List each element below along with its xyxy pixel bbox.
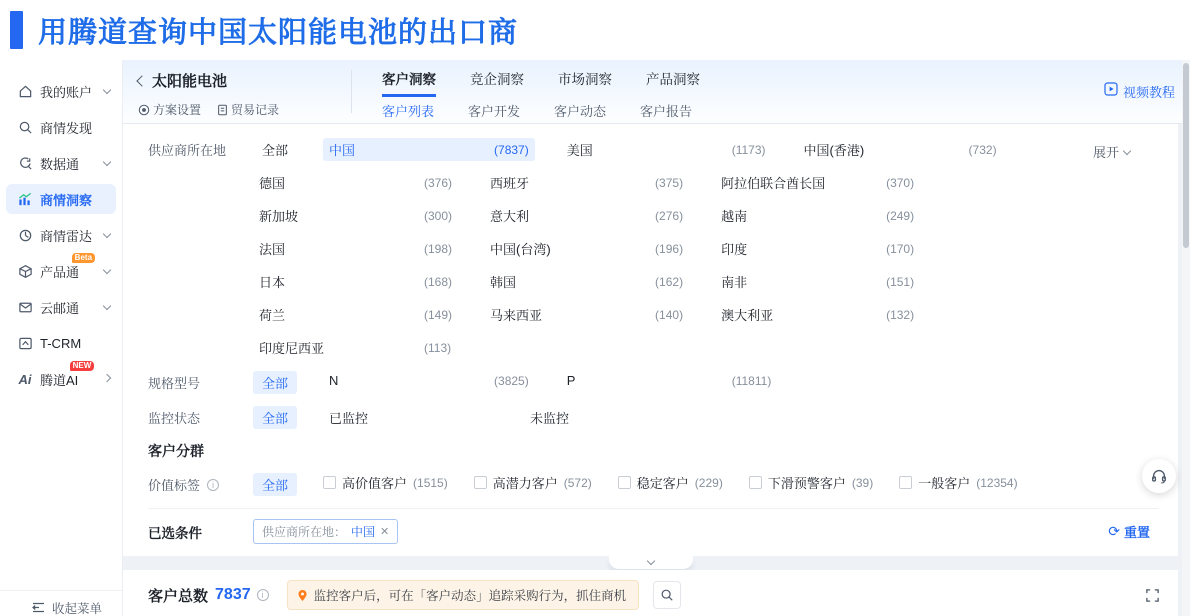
- title-band: [0, 0, 1190, 60]
- filter-panel: [123, 124, 1178, 556]
- location-option[interactable]: 意大利 ( 276 ): [484, 204, 689, 227]
- video-play-icon: [1104, 82, 1118, 96]
- beta-badge: Beta: [72, 253, 95, 264]
- customer-group-title: 客户分群: [148, 443, 204, 459]
- search-icon: [17, 119, 33, 135]
- filter-label-spec: 规格型号: [148, 376, 201, 391]
- subtab-customer-develop[interactable]: 客户开发: [468, 104, 521, 119]
- chevron-down-icon: [103, 265, 111, 273]
- data-search-icon: [17, 155, 33, 171]
- filter-label-value-tag: 价值标签 i: [148, 473, 253, 494]
- value-tag-option-all[interactable]: 全部: [253, 473, 297, 496]
- sidebar-item-label: 产品通 Beta: [40, 262, 79, 281]
- collapse-menu-icon: [30, 599, 46, 615]
- location-option[interactable]: 南非 ( 151 ): [715, 270, 920, 293]
- sidebar-item-insight[interactable]: [6, 184, 116, 214]
- chart-icon: [17, 191, 33, 207]
- radar-icon: [17, 227, 33, 243]
- location-option[interactable]: 越南 ( 249 ): [715, 204, 920, 227]
- page-scrollbar[interactable]: [1182, 60, 1190, 616]
- location-option[interactable]: 印度尼西亚 ( 113 ): [253, 336, 457, 359]
- collapse-filters-button[interactable]: [609, 556, 693, 569]
- total-label: 客户总数: [148, 587, 209, 605]
- monitor-option-all[interactable]: 全部: [253, 406, 297, 429]
- value-tag-option[interactable]: 下滑预警客户 ( 39 ): [749, 473, 873, 492]
- total-count: 7837: [215, 586, 251, 603]
- chevron-right-icon: [103, 373, 111, 381]
- location-option[interactable]: 日本 ( 168 ): [253, 270, 458, 293]
- filter-label-monitor: 监控状态: [148, 411, 201, 426]
- support-floating-button[interactable]: [1142, 459, 1176, 493]
- main-content: [123, 60, 1190, 616]
- location-option[interactable]: 荷兰 ( 149 ): [253, 303, 458, 326]
- fullscreen-button[interactable]: [1145, 588, 1160, 603]
- document-icon: [217, 104, 228, 116]
- subtab-customer-list[interactable]: 客户列表: [382, 101, 434, 126]
- pin-icon: [297, 589, 308, 602]
- tab-product-insight[interactable]: 产品洞察: [646, 72, 700, 87]
- location-option[interactable]: 美国 ( 1173 ): [561, 138, 772, 161]
- tab-customer-insight[interactable]: 客户洞察: [382, 68, 436, 97]
- monitor-option[interactable]: 未监控: [530, 411, 570, 426]
- sidebar-item-data-hub[interactable]: [6, 148, 116, 178]
- chevron-down-icon: [646, 557, 654, 565]
- checkbox[interactable]: [899, 476, 912, 489]
- scrollbar-thumb[interactable]: [1183, 63, 1189, 248]
- spec-option[interactable]: N ( 3825 ): [323, 371, 535, 390]
- search-icon: [660, 588, 674, 602]
- chevron-down-icon: [103, 301, 111, 309]
- info-icon: [257, 589, 269, 601]
- tab-market-insight[interactable]: 市场洞察: [558, 72, 612, 87]
- sidebar-item-label: 我的账户: [40, 84, 93, 100]
- location-option[interactable]: 新加坡 ( 300 ): [253, 204, 458, 227]
- location-option[interactable]: 法国 ( 198 ): [253, 237, 458, 260]
- sidebar-item-radar[interactable]: [6, 220, 116, 250]
- location-option[interactable]: 中国(香港) ( 732 ): [798, 138, 1003, 161]
- info-icon: [207, 479, 219, 491]
- filter-label-location: 供应商所在地: [148, 143, 227, 158]
- content-header: [123, 60, 1190, 124]
- subtab-customer-activity[interactable]: 客户动态: [554, 104, 607, 119]
- collapse-menu-label: 收起菜单: [52, 602, 103, 616]
- sidebar-item-label: 商情雷达: [40, 228, 93, 244]
- collapse-menu-button[interactable]: [0, 590, 122, 616]
- mail-icon: [17, 299, 33, 315]
- sidebar-item-my-account[interactable]: [6, 76, 116, 106]
- value-tag-option[interactable]: 稳定客户 ( 229 ): [618, 473, 723, 492]
- remove-condition-icon[interactable]: [380, 525, 389, 538]
- fullscreen-icon: [1145, 588, 1160, 603]
- checkbox[interactable]: [323, 476, 336, 489]
- location-option[interactable]: 阿拉伯联合酋长国 ( 370 ): [715, 171, 920, 194]
- sidebar-item-label: 商情发现: [40, 120, 93, 136]
- sidebar-item-label: 商情洞察: [40, 192, 93, 208]
- spec-option[interactable]: P ( 11811 ): [561, 371, 778, 390]
- location-option-all[interactable]: 全部: [262, 143, 289, 158]
- sidebar: [0, 60, 123, 616]
- checkbox[interactable]: [618, 476, 631, 489]
- results-panel: [123, 570, 1178, 616]
- expand-button[interactable]: 展开: [1093, 142, 1130, 161]
- chevron-down-icon: [1123, 146, 1131, 154]
- video-tutorial-button[interactable]: 视频教程: [1104, 82, 1175, 123]
- tab-competitor-insight[interactable]: 竞企洞察: [470, 72, 524, 87]
- title-accent-bar: [10, 11, 23, 49]
- headset-icon: [1150, 467, 1168, 485]
- trade-records-button[interactable]: 贸易记录: [217, 101, 279, 118]
- sidebar-item-discover[interactable]: [6, 112, 116, 142]
- search-button[interactable]: [653, 581, 681, 609]
- location-option[interactable]: 澳大利亚 ( 132 ): [715, 303, 920, 326]
- location-option[interactable]: 马来西亚 ( 140 ): [484, 303, 689, 326]
- home-icon: [17, 83, 33, 99]
- box-icon: [17, 263, 33, 279]
- location-options: [253, 138, 1158, 359]
- subtab-customer-report[interactable]: 客户报告: [640, 104, 693, 119]
- value-tag-option[interactable]: 高潜力客户 ( 572 ): [474, 473, 592, 492]
- sidebar-item-label: 云邮通: [40, 300, 80, 316]
- scheme-title: 太阳能电池: [152, 73, 228, 90]
- value-tag-option[interactable]: 一般客户 ( 12354 ): [899, 473, 1017, 492]
- sidebar-item-cloud-mail[interactable]: [6, 292, 116, 322]
- chevron-down-icon: [103, 229, 111, 237]
- main-tabs: [382, 68, 700, 97]
- sidebar-item-label: 腾道AI NEW: [40, 370, 78, 389]
- chevron-down-icon: [103, 85, 111, 93]
- location-option[interactable]: 西班牙 ( 375 ): [484, 171, 689, 194]
- back-icon[interactable]: [136, 75, 147, 86]
- sub-tabs: [382, 101, 700, 126]
- sidebar-item-product-hub[interactable]: [6, 252, 116, 286]
- page-title: 用腾道查询中国太阳能电池的出口商: [38, 16, 519, 49]
- new-badge: NEW: [70, 361, 95, 372]
- monitor-tip: 监控客户后，可在「客户动态」追踪采购行为，抓住商机: [287, 580, 640, 610]
- sidebar-item-label: T-CRM: [40, 335, 82, 351]
- monitor-option[interactable]: 已监控: [329, 411, 369, 426]
- location-option[interactable]: 中国 ( 7837 ): [323, 138, 535, 161]
- condition-tag: 供应商所在地： 中国 ✕: [253, 519, 398, 544]
- target-icon: [138, 104, 150, 116]
- checkbox[interactable]: [749, 476, 762, 489]
- reset-button[interactable]: ⟳ 重置: [1108, 522, 1150, 541]
- sidebar-item-label: 数据通: [40, 156, 80, 172]
- reset-icon: [1108, 523, 1120, 540]
- plan-settings-button[interactable]: 方案设置: [138, 101, 201, 118]
- location-option[interactable]: 印度 ( 170 ): [715, 237, 920, 260]
- ai-icon: Ai: [18, 371, 32, 387]
- selected-conditions-label: 已选条件: [148, 525, 202, 541]
- crm-icon: [17, 335, 33, 351]
- checkbox[interactable]: [474, 476, 487, 489]
- spec-option-all[interactable]: 全部: [253, 371, 297, 394]
- location-option[interactable]: 中国(台湾) ( 196 ): [484, 237, 689, 260]
- location-option[interactable]: 韩国 ( 162 ): [484, 270, 689, 293]
- chevron-down-icon: [103, 157, 111, 165]
- location-option[interactable]: 德国 ( 376 ): [253, 171, 458, 194]
- sidebar-item-tendata-ai[interactable]: [6, 360, 116, 394]
- value-tag-option[interactable]: 高价值客户 ( 1515 ): [323, 473, 448, 492]
- sidebar-item-tcrm[interactable]: [6, 328, 116, 358]
